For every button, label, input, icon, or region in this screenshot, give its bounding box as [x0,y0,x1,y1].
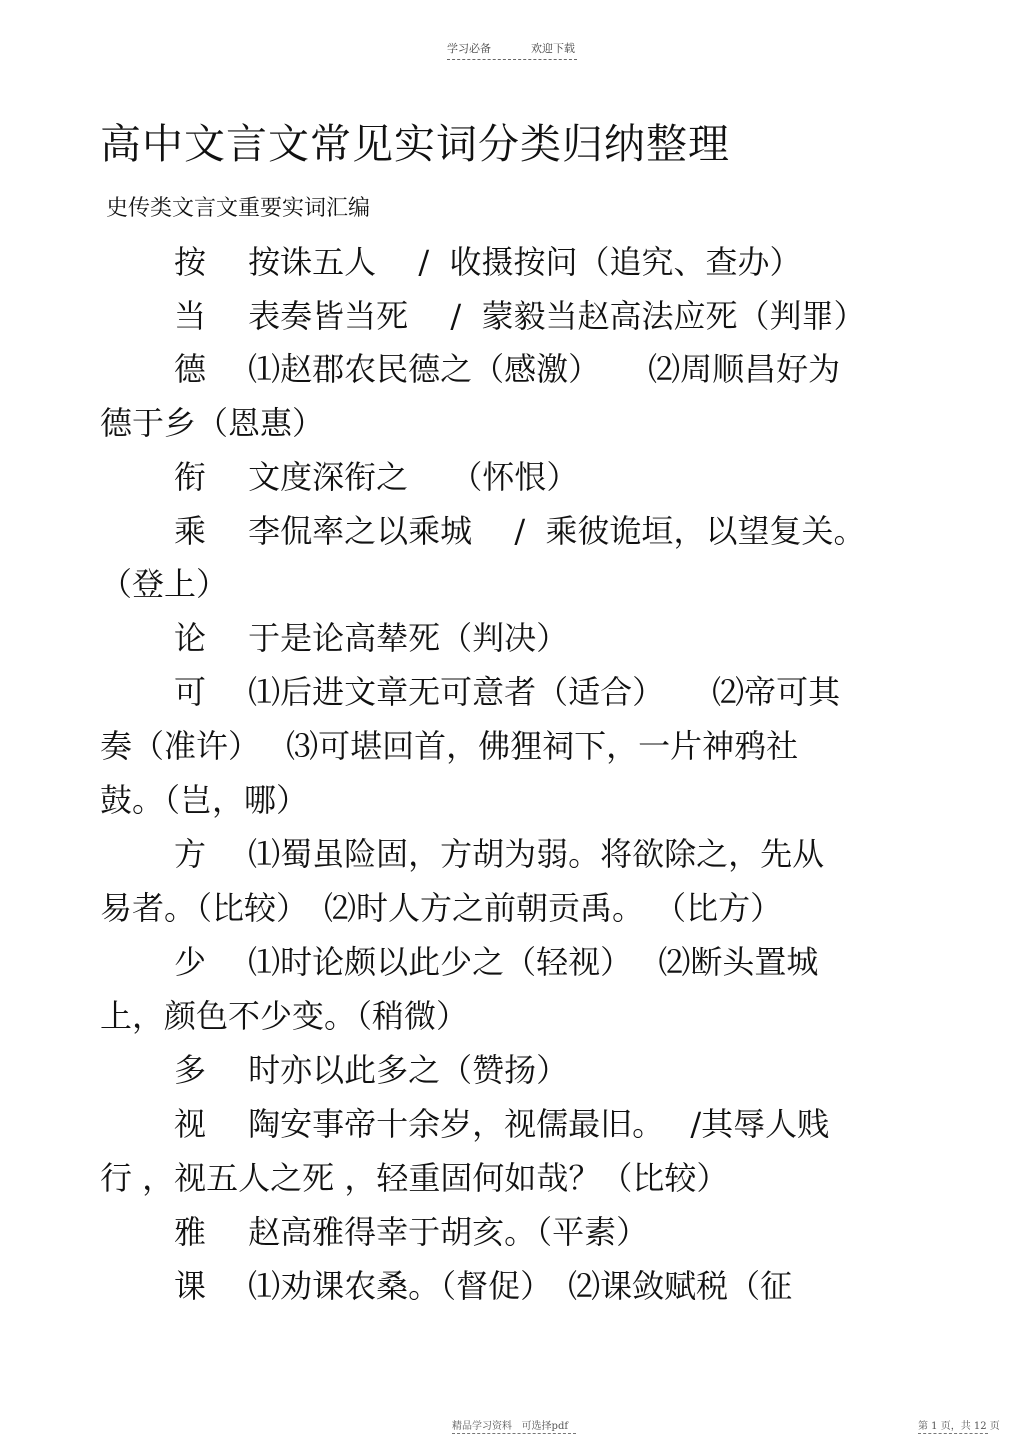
text-line: 课 ⑴劝课农桑。（督促） ⑵课敛赋税（征 [174,1267,793,1305]
document-title: 高中文言文常见实词分类归纳整理 [100,120,730,168]
text-line: 行 ，视五人之死 ，轻重固何如哉？（比较） [100,1159,729,1197]
text-line: 视 陶安事帝十余岁，视儒最旧。 /其辱人贱 [174,1105,830,1143]
footer-left-text: 精品学习资料 [452,1421,512,1432]
header-right-text: 欢迎下载 [531,42,575,55]
page-footer [452,1417,568,1432]
text-line: 德 ⑴赵郡农民德之（感激） ⑵周顺昌好为 [174,350,841,388]
footer-right-text: 可选择pdf [521,1421,569,1432]
text-line: 易者。（比较） ⑵时人方之前朝贡禹。 （比方） [100,889,783,927]
header-divider [447,59,577,60]
footer-divider [452,1433,576,1434]
text-line: 可 ⑴后进文章无可意者（适合） ⑵帝可其 [174,673,841,711]
text-line: （登上） [100,565,229,603]
text-line: 衔 文度深衔之 （怀恨） [174,458,579,496]
header-left-text: 学习必备 [447,42,491,55]
text-line: 奏（准许） ⑶可堪回首，佛狸祠下，一片神鸦社 [100,727,799,765]
text-line: 乘 李侃率之以乘城 / 乘彼诡垣，以望复关。 [174,512,866,550]
text-line: 论 于是论高辇死（判决） [174,619,569,657]
text-line: 鼓。（岂，哪） [100,781,309,819]
text-line: 多 时亦以此多之（赞扬） [174,1051,569,1089]
page-number-divider [918,1433,988,1434]
page-header [447,40,581,56]
text-line: 当 表奏皆当死 / 蒙毅当赵高法应死（判罪） [174,297,866,335]
text-line: 雅 赵高雅得幸于胡亥。（平素） [174,1213,649,1251]
text-line: 少 ⑴时论颇以此少之（轻视） ⑵断头置城 [174,943,819,981]
text-line: 方 ⑴蜀虽险固，方胡为弱。将欲除之，先从 [174,835,825,873]
text-line: 按 按诛五人 / 收摄按问（追究、查办） [174,243,802,281]
document-subtitle: 史传类文言文重要实词汇编 [106,196,371,221]
text-line: 上，颜色不少变。（稍微） [100,997,469,1035]
page-number: 第 1 页，共 12 页 [918,1421,1000,1432]
text-line: 德于乡（恩惠） [100,404,325,442]
